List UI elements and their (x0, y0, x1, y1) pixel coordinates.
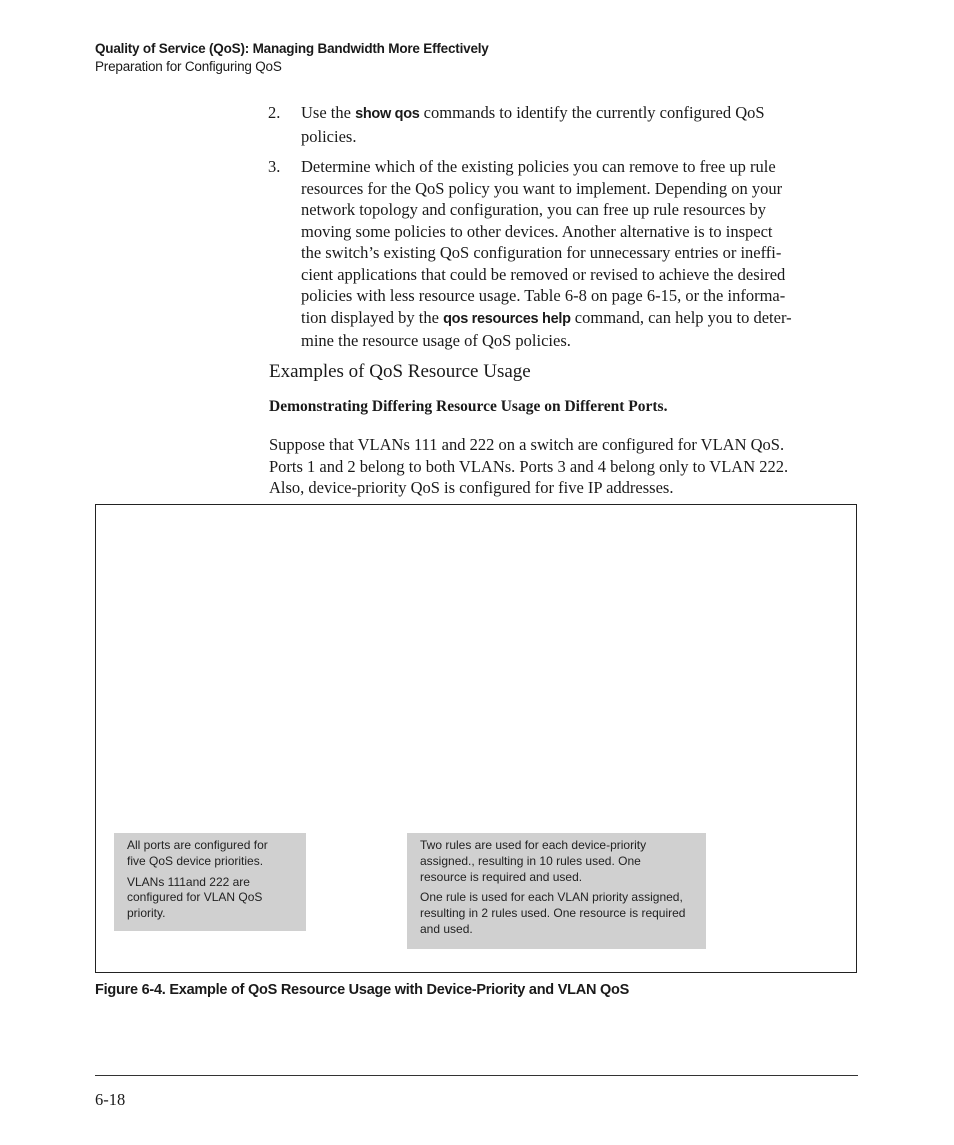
paragraph-line: Suppose that VLANs 111 and 222 on a switch are configured for VLAN QoS. (269, 435, 785, 454)
callout-line: Two rules are used for each device-priority (420, 838, 647, 852)
callout-line: five QoS device priorities. (127, 853, 264, 868)
callout-line: priority. (127, 906, 166, 921)
callout-line: resource is required and used. (420, 869, 583, 884)
section-heading: Examples of QoS Resource Usage (269, 361, 531, 382)
text-run: moving some policies to other devices. Another alternative is to inspect (301, 221, 773, 241)
step-line (301, 126, 860, 148)
numbered-steps (268, 102, 860, 361)
callout-left (114, 833, 306, 931)
text-run: cient applications that could be removed or revised to achieve the desired (301, 264, 786, 284)
callout-line: configured for VLAN QoS (127, 890, 263, 905)
paragraph-line: Also, device-priority QoS is configured for five IP addresses. (269, 478, 674, 497)
step-line (301, 330, 860, 352)
step-item (268, 102, 860, 147)
text-run: Determine which of the existing policies you can remove to free up rule (301, 157, 776, 176)
text-run: commands to identify the currently configured QoS (419, 103, 765, 122)
callout-paragraph (127, 875, 294, 922)
step-text (301, 102, 860, 147)
step-text (301, 156, 860, 352)
page-number: 6-18 (95, 1090, 126, 1109)
callout-right (407, 833, 706, 949)
text-run: Use the (301, 103, 356, 122)
text-run: network topology and configuration, you can free up rule resources by (301, 200, 767, 219)
step-line (301, 199, 860, 221)
step-line (301, 285, 860, 307)
paragraph-line: Ports 1 and 2 belong to both VLANs. Ports 3 and 4 belong only to VLAN 222. (269, 456, 789, 476)
text-run: command, can help you to deter- (570, 307, 792, 327)
step-line (301, 264, 860, 286)
callout-line: VLANs 111and 222 are (127, 874, 250, 889)
running-header-subtitle: Preparation for Configuring QoS (95, 59, 282, 74)
callout-line: and used. (420, 921, 473, 936)
step-line (301, 307, 860, 331)
callout-line: One rule is used for each VLAN priority assigned, (420, 890, 683, 905)
command-name: qos resources help (443, 310, 571, 327)
step-number: 2. (268, 103, 281, 122)
step-line (301, 242, 860, 264)
text-run: the switch’s existing QoS configuration for unnecessary entries or ineffi- (301, 243, 782, 262)
text-run: resources for the QoS policy you want to implement. Depending on your (301, 178, 783, 198)
callout-line: All ports are configured for (127, 838, 268, 852)
callout-paragraph (127, 838, 294, 870)
text-run: policies. (301, 126, 357, 146)
subheading: Demonstrating Differing Resource Usage on Different Ports. (269, 398, 668, 415)
text-run: tion displayed by the (301, 307, 444, 327)
step-item (268, 156, 860, 352)
callout-paragraph (420, 838, 694, 885)
callout-line: resulting in 2 rules used. One resource is required (420, 906, 686, 921)
step-line (301, 102, 860, 126)
figure-frame (95, 504, 857, 973)
text-run: mine the resource usage of QoS policies. (301, 331, 571, 350)
running-header-title: Quality of Service (QoS): Managing Bandwidth More Effectively (95, 41, 489, 56)
footer-rule (95, 1075, 858, 1076)
figure-caption: Figure 6-4. Example of QoS Resource Usage with Device-Priority and VLAN QoS (95, 982, 629, 998)
step-line (301, 156, 860, 178)
command-name: show qos (355, 106, 420, 122)
step-line (301, 178, 860, 200)
step-line (301, 221, 860, 243)
callout-paragraph (420, 890, 694, 937)
text-run: policies with less resource usage. Table 6-8 on page 6-15, or the informa- (301, 286, 786, 305)
callout-line: assigned., resulting in 10 rules used. One (420, 853, 641, 868)
step-number: 3. (268, 157, 281, 176)
body-paragraph (269, 434, 861, 499)
